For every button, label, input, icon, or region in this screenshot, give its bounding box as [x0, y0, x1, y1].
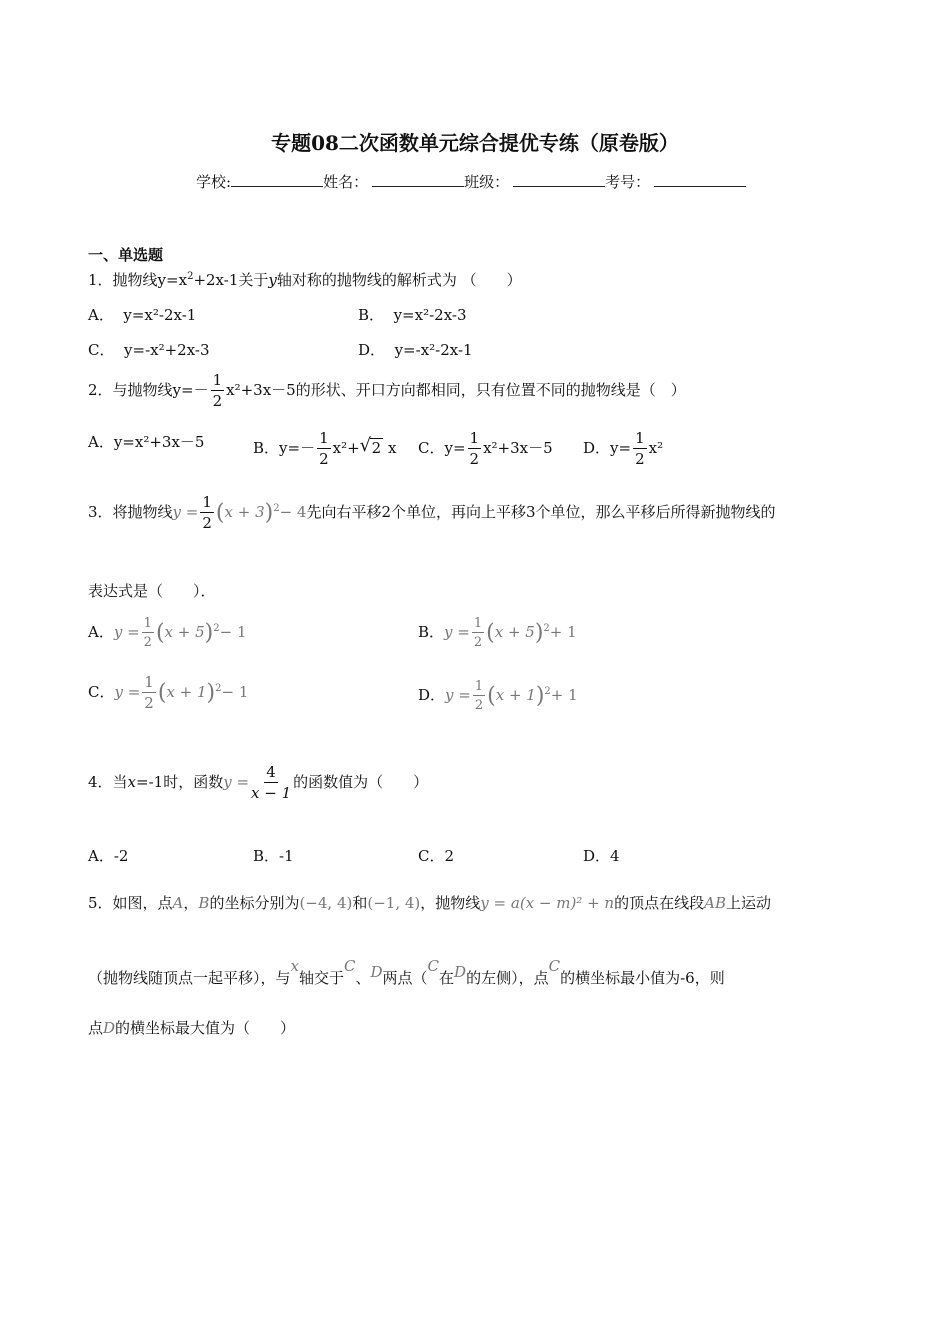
page-title: 专题08二次函数单元综合提优专练（原卷版） [271, 131, 679, 155]
question-4-option-c[interactable]: C．2 [418, 847, 455, 865]
question-4-option-a[interactable]: A．-2 [88, 847, 129, 865]
question-2-option-b[interactable]: B．y=－ $\frac{1}{2}$ x²+ √ 2 x [253, 429, 397, 468]
class-label: 班级： [464, 173, 510, 191]
question-3-option-d[interactable]: D．y = $\frac{1}{2}$ $(x + 1)^2+ 1$ [418, 679, 578, 713]
question-1-option-a[interactable]: A． y=x²-2x-1 [88, 306, 197, 324]
question-1-option-c[interactable]: C． y=-x²+2x-3 [88, 341, 210, 359]
exam-no-label: 考号： [605, 173, 651, 191]
question-4-option-d[interactable]: D．4 [583, 847, 620, 865]
fraction: $\frac{4}{x - 1}$ [251, 763, 292, 802]
question-1-stem: 1．抛物线$y=x^2+2x-1$关于y轴对称的抛物线的解析式为 （ ） [88, 271, 522, 289]
question-3-stem: 3．将抛物线y = $\frac{1}{2}$ $(x + 3)^2- 4$先向右平移2个单位，再向上平移3个单位，那么平移后所得新抛物线的 [88, 493, 776, 532]
fraction: $\frac{1}{2}$ [212, 371, 223, 410]
exam-no-blank[interactable] [654, 172, 746, 187]
question-5-stem-line3: 点D的横坐标最大值为（ ） [88, 1019, 296, 1037]
question-3-option-c[interactable]: C．y = $\frac{1}{2}$ $(x + 1)^2- 1$ [88, 673, 249, 712]
question-3-stem-line2: 表达式是（ ）． [88, 582, 216, 600]
question-3-option-a[interactable]: A．y = $\frac{1}{2}$ $(x + 5)^2- 1$ [88, 616, 247, 650]
question-4-stem: 4．当x=-1时，函数y = $\frac{4}{x - 1}$ 的函数值为（ ） [88, 763, 429, 802]
question-2-option-c[interactable]: C．y= $\frac{1}{2}$ x²+3x－5 [418, 429, 553, 468]
question-1-option-b[interactable]: B． y=x²-2x-3 [358, 306, 467, 324]
student-info-line [196, 171, 746, 192]
school-label: 学校: [196, 173, 232, 191]
question-2-option-a[interactable]: A．y=x²+3x－5 [88, 433, 205, 451]
question-3-option-b[interactable]: B．y = $\frac{1}{2}$ $(x + 5)^2+ 1$ [418, 616, 577, 650]
section-heading: 一、单选题 [88, 246, 164, 264]
sqrt: √ 2 [359, 435, 382, 457]
question-5-stem: 5．如图，点A，B的坐标分别为(−4, 4)和(−1, 4)，抛物线y = a(x − m)² + n的顶点在线段AB上运动 [88, 894, 771, 912]
name-label: 姓名： [323, 173, 369, 191]
name-blank[interactable] [372, 172, 464, 187]
question-2-stem: 2．与抛物线y=－ $\frac{1}{2}$ x²+3x－5的形状、开口方向都相同，只有位置不同的抛物线是（ ） [88, 371, 686, 410]
class-blank[interactable] [513, 172, 605, 187]
question-2-option-d[interactable]: D．y= $\frac{1}{2}$ x² [583, 429, 664, 468]
question-4-option-b[interactable]: B．-1 [253, 847, 294, 865]
question-5-stem-line2: （抛物线随顶点一起平移），与x轴交于C、D两点（C在D的左侧），点C的横坐标最小值为-6，则 [88, 957, 725, 987]
school-blank[interactable] [231, 172, 323, 187]
question-1-option-d[interactable]: D． y=-x²-2x-1 [358, 341, 473, 359]
